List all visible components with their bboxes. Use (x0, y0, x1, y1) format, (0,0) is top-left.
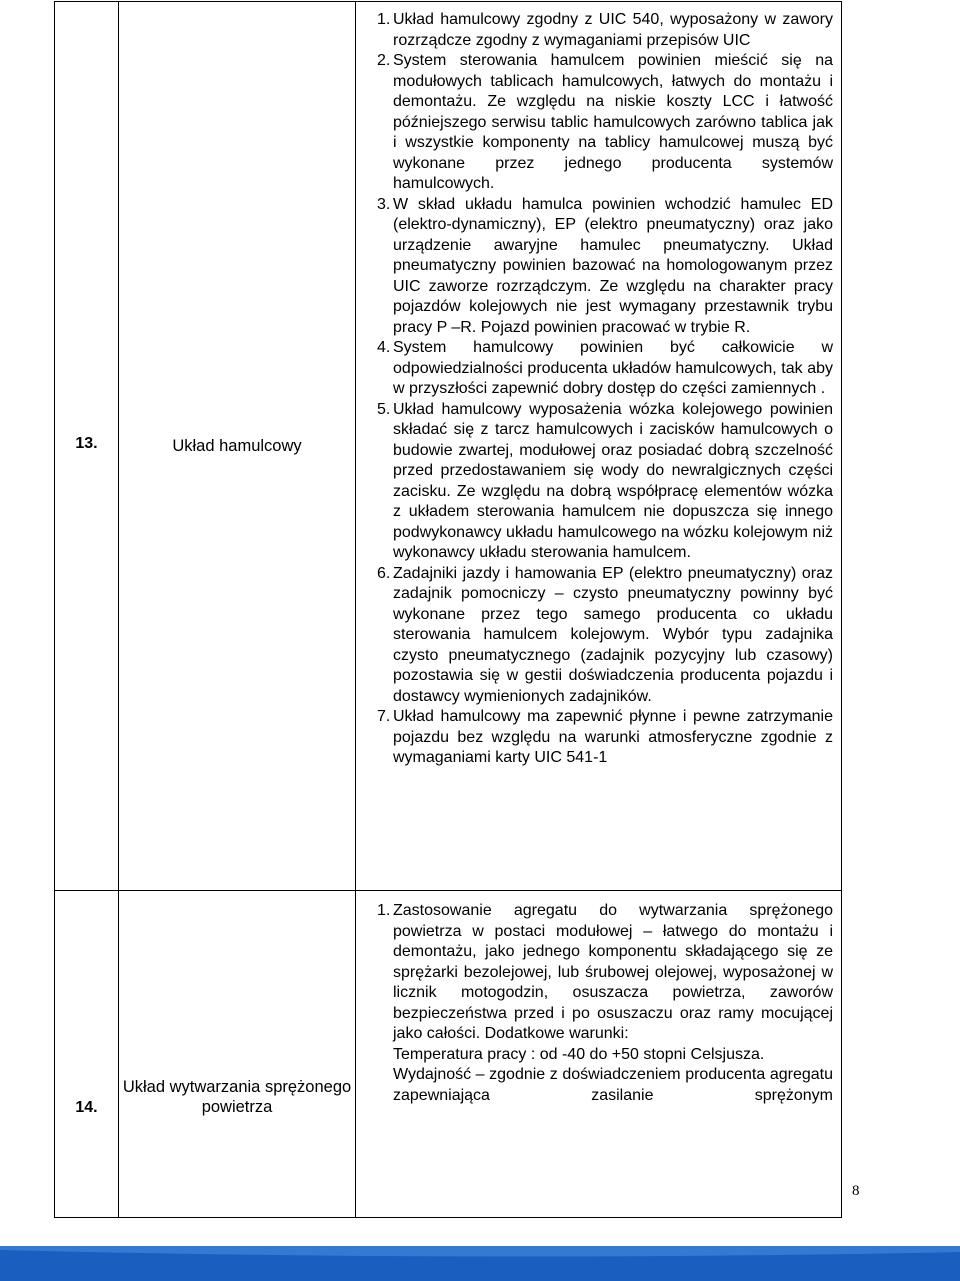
list-item (356, 901, 841, 1045)
list-item (356, 564, 841, 708)
requirements-list (356, 2, 841, 769)
specification-table (54, 1, 842, 1218)
item-text: Zastosowanie agregatu do wytwarzania sprężonego powietrza w postaci modułowej – łatwego do montażu i demontażu, jako jednego komponentu składającego się ze sprężarki bezolejowej, lub śrubowej olejowej, wyposażonej w licznik motogodzin, osuszacza powietrza, zaworów bezpieczeństwa przed i po osuszaczu oraz ramy mocującej jako całości. Dodatkowe warunki: (393, 902, 833, 1042)
section-description (356, 891, 842, 1218)
item-text: Układ hamulcowy wyposażenia wózka kolejowego powinien składać się z tarcz hamulcowych i zacisków hamulcowych o budowie zwartej, modułowej oraz posiadać dobrą szczelność przed przedostawaniem się wody do newralgicznych części zacisku. Ze względu na dobrą współpracę elementów wózka z układem sterowania hamulcem nie dopuszcza się innego podwykonawcy układu hamulcowego na wózku kolejowym niż wykonawcy układu sterowania hamulcem. (393, 400, 833, 561)
table-row (55, 2, 842, 891)
extra-condition: Wydajność – zgodnie z doświadczeniem producenta agregatu zapewniająca zasilanie sprężonym (393, 1066, 833, 1104)
item-number: 2. (377, 52, 391, 69)
section-number: 14. (55, 891, 119, 1218)
item-number: 4. (377, 339, 391, 356)
section-name: Układ wytwarzania sprężonego powietrza (119, 891, 356, 1218)
item-number: 1. (377, 11, 391, 28)
item-text: System sterowania hamulcem powinien mieścić się na modułowych tablicach hamulcowych, łatwych do montażu i demontażu. Ze względu na niskie koszty LCC i łatwość późniejszego serwisu tablic hamulcowych zarówno tablica jak i wszystkie komponenty na tablicy hamulcowej muszą być wykonane przez jednego producenta systemów hamulcowych. (393, 52, 833, 192)
section-name: Układ hamulcowy (119, 2, 356, 891)
list-item (356, 400, 841, 564)
page-number: 8 (852, 1183, 860, 1199)
item-text: System hamulcowy powinien być całkowicie w odpowiedzialności producenta układów hamulcowych, tak aby w przyszłości zapewnić dobry dostęp do części zamiennych . (393, 339, 833, 397)
item-text: Układ hamulcowy ma zapewnić płynne i pewne zatrzymanie pojazdu bez względu na warunki atmosferyczne zgodnie z wymaganiami karty UIC 541-1 (393, 708, 833, 766)
list-item (356, 10, 841, 51)
list-item (356, 338, 841, 400)
table-row (55, 891, 842, 1218)
item-number: 6. (377, 564, 391, 582)
list-item (356, 707, 841, 769)
list-item (356, 51, 841, 195)
item-number: 1. (377, 902, 391, 919)
item-number: 3. (377, 195, 391, 213)
item-number: 5. (377, 400, 391, 418)
section-description (356, 2, 842, 891)
footer-bar (0, 1246, 960, 1281)
section-number: 13. (55, 2, 119, 891)
requirements-list (356, 891, 841, 1045)
extra-condition: Temperatura pracy : od -40 do +50 stopni Celsjusza. (393, 1045, 765, 1063)
list-item (356, 195, 841, 339)
item-text: Zadajniki jazdy i hamowania EP (elektro pneumatyczny) oraz zadajnik pomocniczy – czysto pneumatyczny powinny być wykonane przez tego samego producenta co układu sterowania hamulcem kolejowym. Wybór typu zadajnika czysto pneumatycznego (zadajnik pozycyjny lub czasowy) pozostawia się w gestii doświadczenia producenta pojazdu i dostawcy wymienionych zadajników. (393, 564, 833, 705)
item-number: 7. (377, 708, 391, 725)
item-text: W skład układu hamulca powinien wchodzić hamulec ED (elektro-dynamiczny), EP (elektro pneumatyczny) oraz jako urządzenie awaryjne hamulec pneumatyczny. Układ pneumatyczny powinien bazować na homologowanym przez UIC zaworze rozrządczym. Ze względu na charakter pracy pojazdów kolejowych nie jest wymagany przestawnik trybu pracy P –R. Pojazd powinien pracować w trybie R. (393, 195, 833, 336)
item-text: Układ hamulcowy zgodny z UIC 540, wyposażony w zawory rozrządcze zgodny z wymaganiami przepisów UIC (393, 11, 833, 49)
